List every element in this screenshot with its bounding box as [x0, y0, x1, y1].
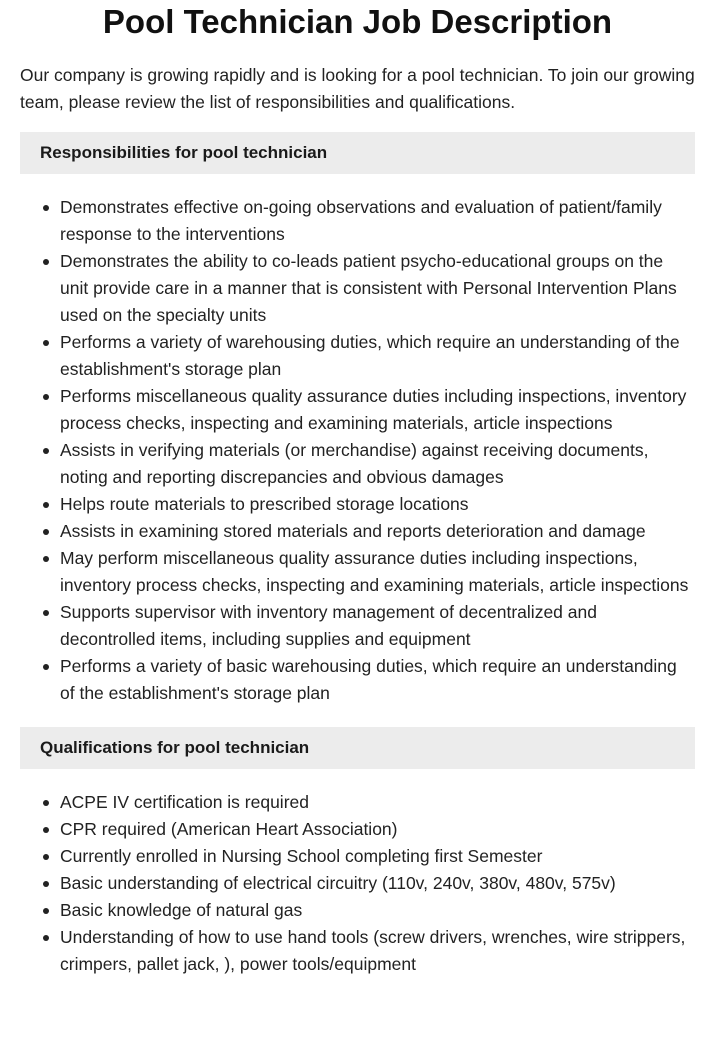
list-item: Understanding of how to use hand tools (screw drivers, wrenches, wire strippers, crimpers, pallet jack, ), power tools/equipment [60, 924, 695, 978]
list-item: CPR required (American Heart Association) [60, 816, 695, 843]
list-item: May perform miscellaneous quality assurance duties including inspections, inventory process checks, inspecting and examining materials, article inspections [60, 545, 695, 599]
list-item: Assists in examining stored materials and reports deterioration and damage [60, 518, 695, 545]
list-item: Performs miscellaneous quality assurance duties including inspections, inventory process checks, inspecting and examining materials, article inspections [60, 383, 695, 437]
qualifications-list [20, 789, 695, 978]
responsibilities-heading: Responsibilities for pool technician [20, 132, 695, 174]
list-item: Basic understanding of electrical circuitry (110v, 240v, 380v, 480v, 575v) [60, 870, 695, 897]
page-title: Pool Technician Job Description [102, 3, 613, 40]
list-item: Supports supervisor with inventory management of decentralized and decontrolled items, including supplies and equipment [60, 599, 695, 653]
list-item: Performs a variety of basic warehousing duties, which require an understanding of the establishment's storage plan [60, 653, 695, 707]
intro-paragraph: Our company is growing rapidly and is looking for a pool technician. To join our growing team, please review the list of responsibilities and qualifications. [20, 65, 695, 112]
list-item: Currently enrolled in Nursing School completing first Semester [60, 843, 695, 870]
responsibilities-list [20, 194, 695, 707]
list-item: Performs a variety of warehousing duties, which require an understanding of the establishment's storage plan [60, 329, 695, 383]
list-item: Basic knowledge of natural gas [60, 897, 695, 924]
list-item: Demonstrates effective on-going observations and evaluation of patient/family response to the interventions [60, 194, 695, 248]
list-item: Demonstrates the ability to co-leads patient psycho-educational groups on the unit provide care in a manner that is consistent with Personal Intervention Plans used on the specialty units [60, 248, 695, 329]
list-item: Helps route materials to prescribed storage locations [60, 491, 695, 518]
qualifications-heading: Qualifications for pool technician [20, 727, 695, 769]
list-item: Assists in verifying materials (or merchandise) against receiving documents, noting and reporting discrepancies and obvious damages [60, 437, 695, 491]
list-item: ACPE IV certification is required [60, 789, 695, 816]
